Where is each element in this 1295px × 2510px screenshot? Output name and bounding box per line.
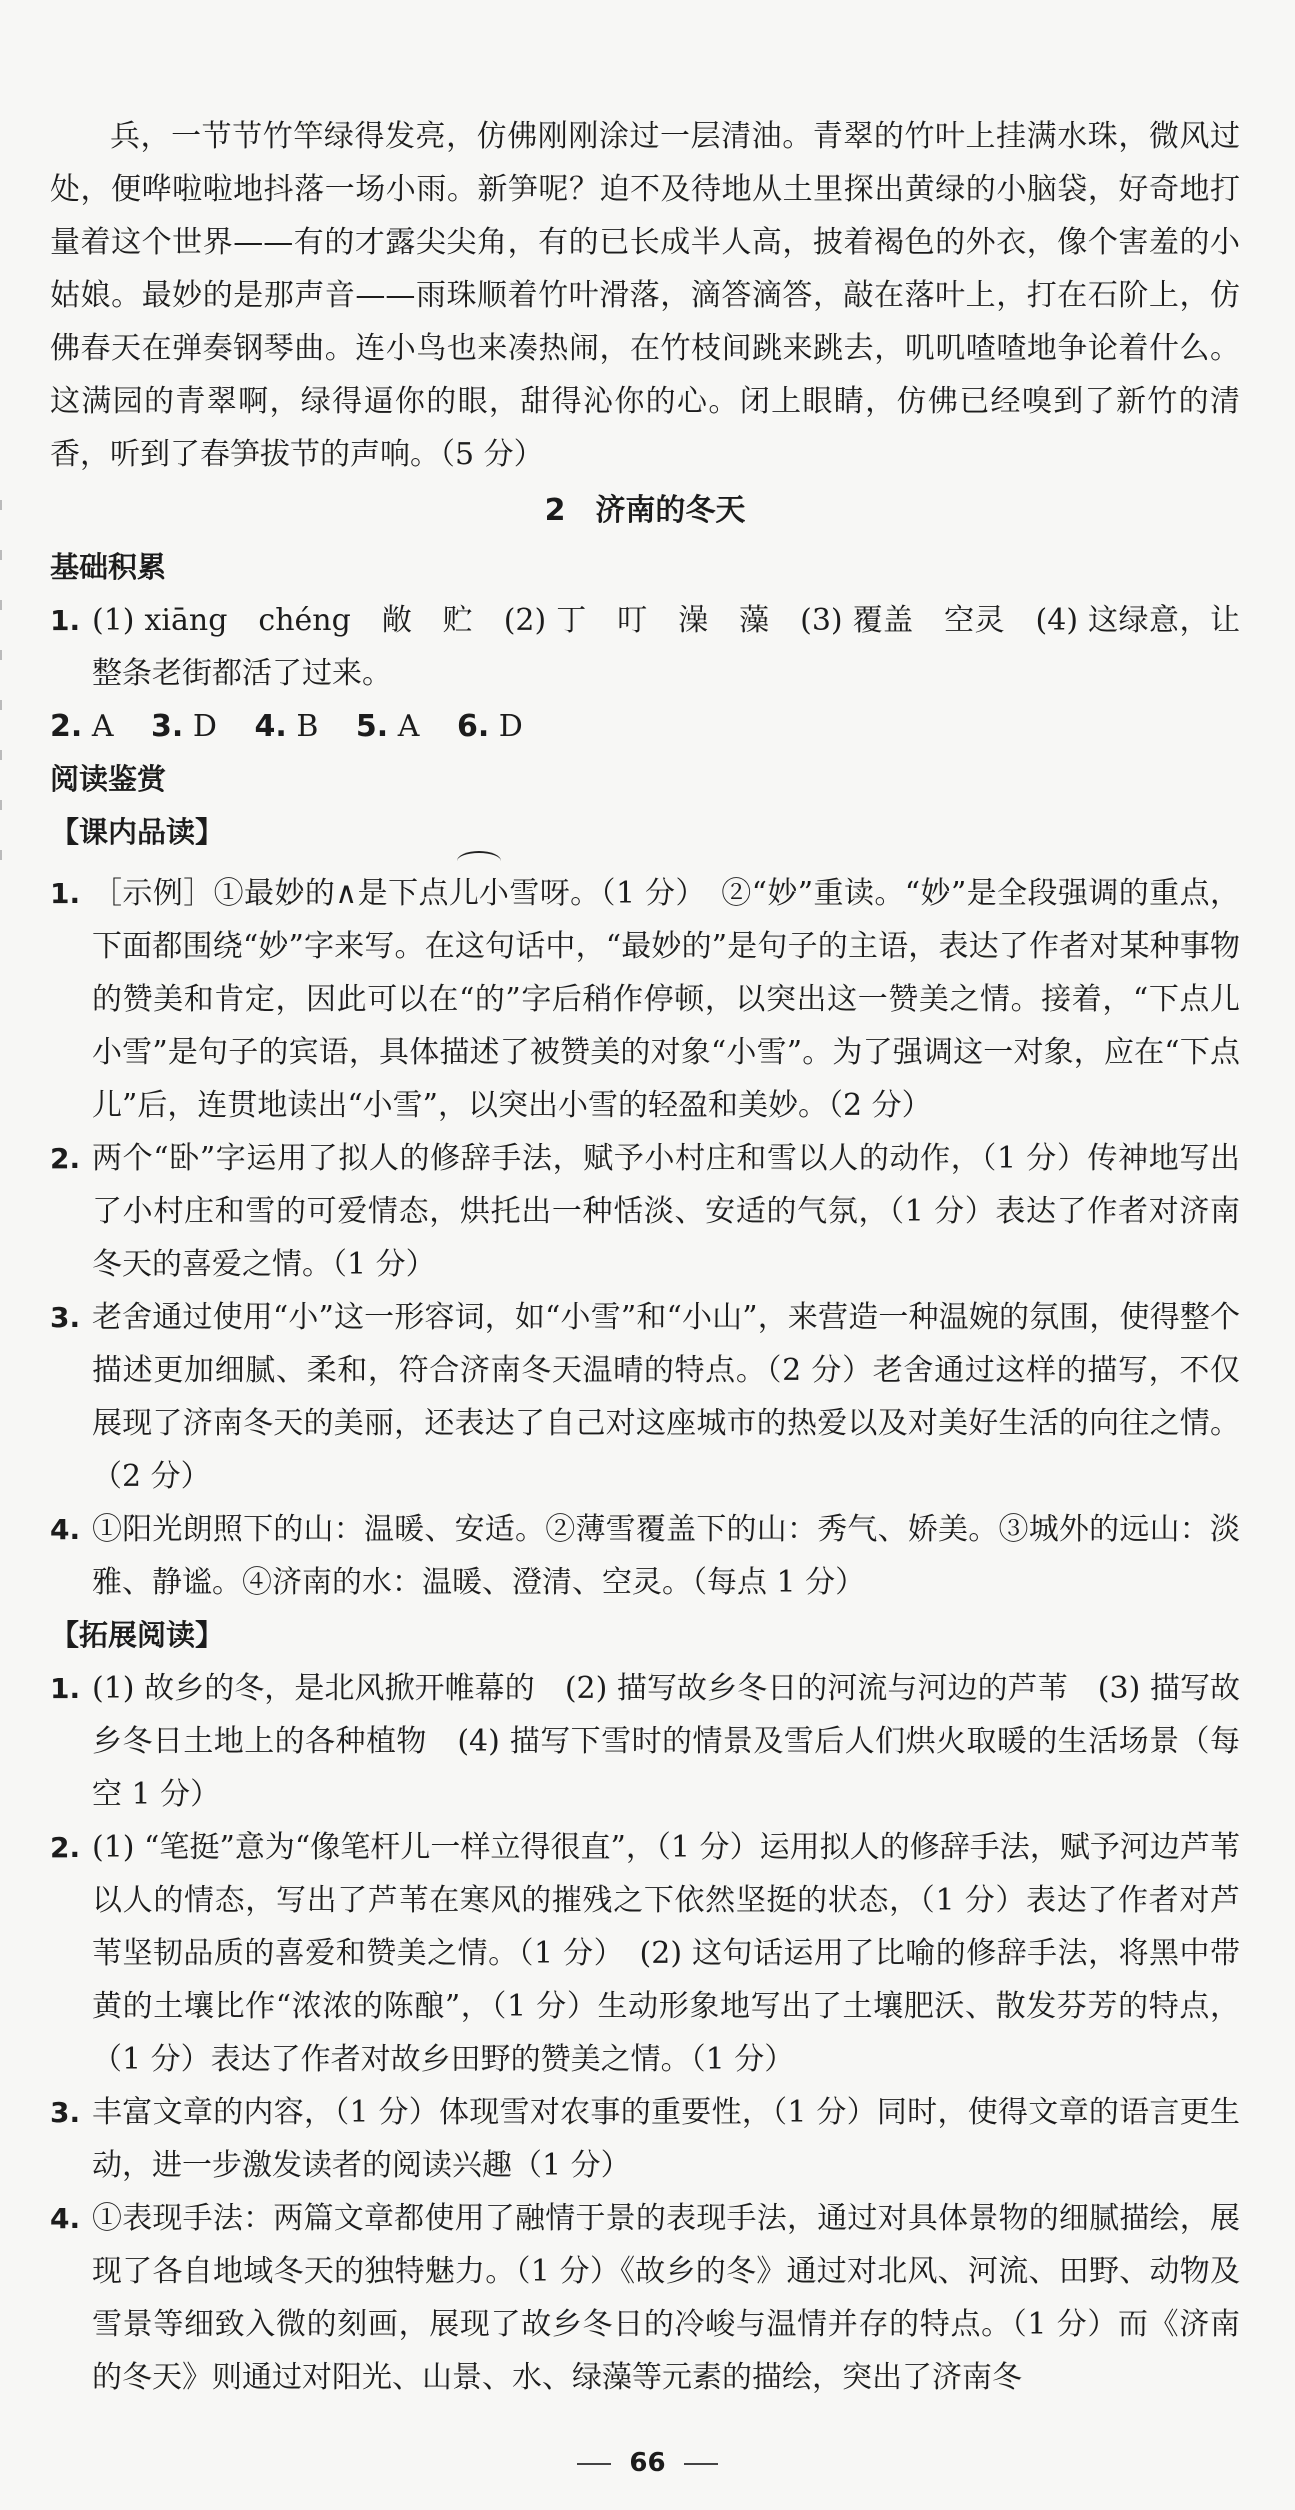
- extended-item-4: [50, 2192, 1240, 2404]
- section-in-class-heading: 【课内品读】: [50, 815, 225, 849]
- section-basic-heading: 基础积累: [50, 550, 167, 584]
- item-text: 两个“卧”字运用了拟人的修辞手法，赋予小村庄和雪以人的动作，（1 分）传神地写出了小村庄和雪的可爱情态，烘托出一种恬淡、安适的气氛，（1 分）表达了作者对济南冬天的喜爱之情。（1 分）: [92, 1141, 1240, 1282]
- mcq-answer: 6. D: [456, 709, 523, 744]
- mcq-answer: 4. B: [254, 709, 319, 744]
- intro-paragraph: 兵，一节节竹竿绿得发亮，仿佛刚刚涂过一层清油。青翠的竹叶上挂满水珠，微风过处，便哗啦啦地抖落一场小雨。新笋呢？迫不及待地从土里探出黄绿的小脑袋，好奇地打量着这个世界——有的才露尖尖角，有的已长成半人高，披着褐色的外衣，像个害羞的小姑娘。最妙的是那声音——雨珠顺着竹叶滑落，滴答滴答，敲在落叶上，打在石阶上，仿佛春天在弹奏钢琴曲。连小鸟也来凑热闹，在竹枝间跳来跳去，叽叽喳喳地争论着什么。这满园的青翠啊，绿得逼你的眼，甜得沁你的心。闭上眼睛，仿佛已经嗅到了新竹的清香，听到了春笋拔节的声响。（5 分）: [50, 119, 1240, 472]
- item-text: 丰富文章的内容，（1 分）体现雪对农事的重要性，（1 分）同时，使得文章的语言更生动，进一步激发读者的阅读兴趣（1 分）: [92, 2095, 1240, 2183]
- item-text-mid: 的∧是下点: [304, 876, 449, 911]
- page-number: 66: [629, 2448, 666, 2478]
- footer-dash-right: [684, 2463, 718, 2465]
- stress-dot-mark: 妙: [274, 876, 305, 911]
- in-class-item-3: [50, 1291, 1240, 1503]
- mcq-answer: 2. A: [50, 709, 114, 744]
- item-text: ①阳光朗照下的山：温暖、安适。②薄雪覆盖下的山：秀气、娇美。③城外的远山：淡雅、静谧。④济南的水：温暖、澄清、空灵。（每点 1 分）: [92, 1512, 1240, 1600]
- in-class-item-2: [50, 1132, 1240, 1291]
- item-text: (1) 故乡的冬，是北风掀开帷幕的 (2) 描写故乡冬日的河流与河边的芦苇 (3) 描写故乡冬日土地上的各种植物 (4) 描写下雪时的情景及雪后人们烘火取暖的生活场景（每空 1 分）: [92, 1671, 1240, 1812]
- mcq-answer: 3. D: [151, 709, 217, 744]
- item-number: 1.: [50, 1672, 81, 1705]
- answer-page: [50, 110, 1240, 2404]
- item-text: (1) xiāng chéng 敞 贮 (2) 丁 叮 澡 藻 (3) 覆盖 空灵 (4) 这绿意，让整条老街都活了过来。: [92, 603, 1240, 691]
- item-text: ①表现手法：两篇文章都使用了融情于景的表现手法，通过对具体景物的细腻描绘，展现了各自地域冬天的独特魅力。（1 分）《故乡的冬》通过对北风、河流、田野、动物及雪景等细致入微的刻画，展现了故乡冬日的冷峻与温情并存的特点。（1 分）而《济南的冬天》则通过对阳光、山景、水、绿藻等元素的描绘，突出了济南冬: [92, 2201, 1240, 2395]
- item-text-pre: ［示例］①最: [92, 876, 275, 911]
- section-extended-heading: 【拓展阅读】: [50, 1618, 225, 1652]
- item-number: 3.: [50, 1301, 81, 1334]
- extended-item-1: [50, 1662, 1240, 1821]
- in-class-item-1: [50, 867, 1240, 1132]
- item-number: 3.: [50, 2096, 81, 2129]
- item-number: 2.: [50, 1831, 81, 1864]
- item-text: 老舍通过使用“小”这一形容词，如“小雪”和“小山”，来营造一种温婉的氛围，使得整个描述更加细腻、柔和，符合济南冬天温晴的特点。（2 分）老舍通过这样的描写，不仅展现了济南冬天的美丽，还表达了自己对这座城市的热爱以及对美好生活的向往之情。（2 分）: [92, 1300, 1240, 1494]
- basic-item-1: [50, 594, 1240, 700]
- item-text: (1) “笔挺”意为“像笔杆儿一样立得很直”，（1 分）运用拟人的修辞手法，赋予河边芦苇以人的情态，写出了芦苇在寒风的摧残之下依然坚挺的状态，（1 分）表达了作者对芦苇坚韧品质的喜爱和赞美之情。（1 分） (2) 这句话运用了比喻的修辞手法，将黑中带黄的土壤比作“浓浓的陈酿”，（1 分）生动形象地写出了土壤肥沃、散发芬芳的特点，（1 分）表达了作者对故乡田野的赞美之情。（1 分）: [92, 1830, 1240, 2077]
- item-number: 1.: [50, 604, 81, 637]
- mcq-answer: 5. A: [355, 709, 420, 744]
- item-number: 4.: [50, 1513, 81, 1546]
- liaison-arc-mark: 儿小: [449, 867, 509, 920]
- item-text-post: 雪呀。（1 分） ②“妙”重读。“妙”是全段强调的重点，下面都围绕“妙”字来写。在这句话中，“最妙的”是句子的主语，表达了作者对某种事物的赞美和肯定，因此可以在“的”字后稍作停顿，以突出这一赞美之情。接着，“下点儿小雪”是句子的宾语，具体描述了被赞美的对象“小雪”。为了强调这一对象，应在“下点儿”后，连贯地读出“小雪”，以突出小雪的轻盈和美妙。（2 分）: [92, 876, 1240, 1123]
- item-number: 1.: [50, 877, 81, 910]
- extended-item-3: [50, 2086, 1240, 2192]
- in-class-item-4: [50, 1503, 1240, 1609]
- extended-item-2: [50, 1821, 1240, 2086]
- item-number: 2.: [50, 1142, 81, 1175]
- binding-margin-marks: [0, 500, 14, 900]
- mcq-answers: [50, 700, 1240, 753]
- section-reading-heading: 阅读鉴赏: [50, 762, 167, 796]
- footer-dash-left: [577, 2463, 611, 2465]
- item-number: 4.: [50, 2202, 81, 2235]
- lesson-title: 2 济南的冬天: [544, 493, 746, 528]
- page-footer: [0, 2448, 1295, 2478]
